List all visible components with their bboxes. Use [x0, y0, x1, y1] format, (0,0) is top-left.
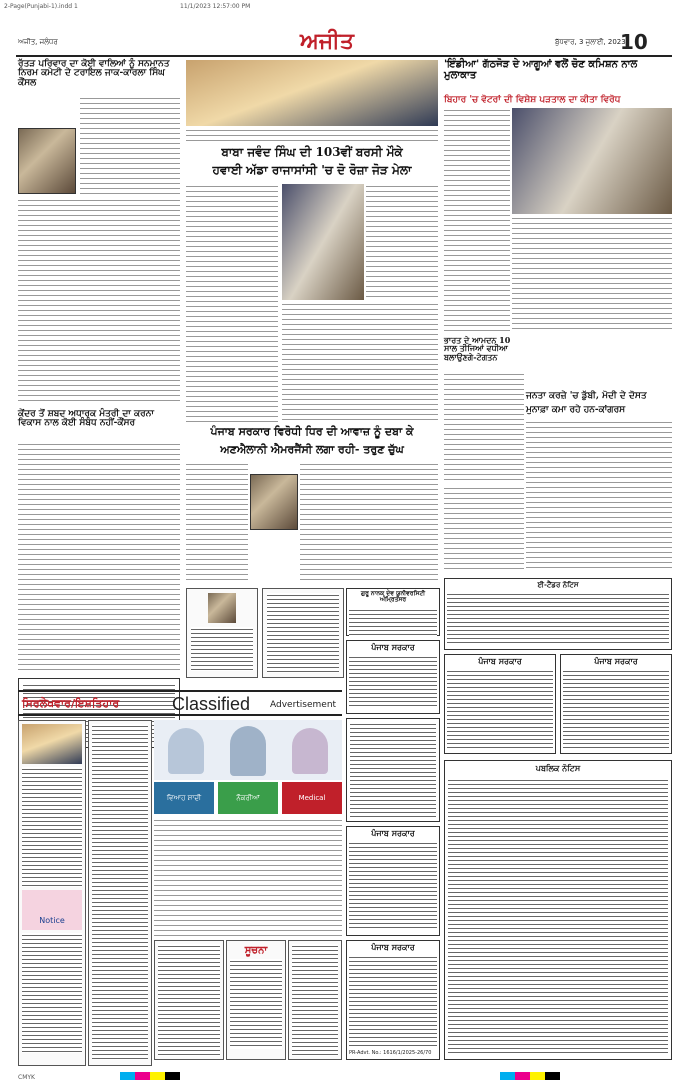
page-code: CMYK — [18, 1074, 35, 1081]
right-lower-body-2 — [444, 486, 524, 570]
notice-tile: Notice — [22, 890, 82, 930]
center-headline-2: ਹਵਾਈ ਅੱਡਾ ਰਾਜਾਸਾਂਸੀ 'ਚ ਦੋ ਰੋਜ਼ਾ ਜੋੜ ਮੇਲਾ — [212, 163, 412, 177]
public-notice-2: ਪਬਲਿਕ ਨੋਟਿਸ — [444, 760, 672, 1060]
classified-title-english: Classified — [172, 694, 251, 714]
ajit-subscribe-ad — [288, 940, 342, 1060]
tile-medical: Medical — [282, 782, 342, 814]
classified-small-ad — [154, 940, 224, 1060]
right-mid-body — [444, 372, 524, 482]
masthead: ਅਜੀਤ — [300, 28, 354, 54]
section-label: ਅਜੀਤ, ਜਲੰਧਰ — [18, 38, 58, 46]
chugh-body-2 — [300, 462, 438, 582]
color-bar-left — [120, 1072, 180, 1080]
right-subhead: ਬਿਹਾਰ 'ਚ ਵੋਟਰਾਂ ਦੀ ਵਿਸ਼ੇਸ਼ ਪੜਤਾਲ ਦਾ ਕੀਤਾ ਵਿਰੋਧ — [444, 95, 621, 105]
right-body-1 — [444, 108, 510, 332]
classified-col-2 — [88, 720, 152, 1066]
file-info: 2-Page(Punjabi-1).indd 1 — [4, 3, 78, 10]
classified-title-punjabi: ਸਿਰਲੇਖਵਾਰ/ਇਸ਼ਤਿਹਾਰ — [22, 697, 120, 710]
header-rule — [16, 55, 672, 57]
center-headline-3: ਪੰਜਾਬ ਸਰਕਾਰ ਵਿਰੋਧੀ ਧਿਰ ਦੀ ਆਵਾਜ਼ ਨੂੰ ਦਬਾ ਕੇ — [210, 425, 414, 438]
center-body-right — [366, 184, 438, 300]
classified-banner — [18, 690, 342, 716]
leaders-photo — [512, 108, 672, 214]
date: ਬੁੱਧਵਾਰ, 3 ਜੁਲਾਈ, 2023 — [555, 38, 626, 46]
punjab-sarkar-notice-3: ਪੰਜਾਬ ਸਰਕਾਰ PR-Advt. No.: 1616/1/2025-26/70 — [346, 940, 440, 1060]
center-headline-1: ਬਾਬਾ ਜਵੰਦ ਸਿੰਘ ਦੀ 103ਵੀਂ ਬਰਸੀ ਮੌਕੇ — [221, 145, 403, 159]
classified-col-1 — [18, 720, 86, 1066]
right-headline: 'ਇੰਡੀਆ' ਗੱਠਜੋੜ ਦੇ ਆਗੂਆਂ ਵਲੋਂ ਚੋਣ ਕਮਿਸ਼ਨ ਨਾਲ ਮੁਲਾਕਾਤ — [444, 59, 638, 81]
left-mid-body — [18, 442, 180, 674]
suchna-title: ਸੂਚਨਾ — [244, 945, 268, 956]
university-notice: ਗੁਰੂ ਨਾਨਕ ਦੇਵ ਯੂਨੀਵਰਸਿਟੀ ਅੰਮ੍ਰਿਤਸਰ — [346, 588, 440, 636]
left-top-body-2 — [18, 198, 180, 404]
left-top-headline: ਰੱਤੜ ਪਰਿਵਾਰ ਦਾ ਕੋਈ ਵਾਲਿਆਂ ਨੂੰ ਸਨਮਾਨਤ ਨਿਰਮ ਕਮੇਟੀ ਦੇ ਟਰਾਇਲ ਜਾਕ-ਕਾਰਲਾ ਸਿੰਘ ਕੌਂਸਲ — [18, 59, 170, 88]
obituary-ad — [186, 588, 258, 678]
tile-jobs: ਨੌਕਰੀਆਂ — [218, 782, 278, 814]
tile-matrimonial: ਵਿਆਹ ਸ਼ਾਦੀ — [154, 782, 214, 814]
left-mid-headline: ਕੇਂਦਰ ਤੋਂ ਸ਼ਬਦ ਅਧਾਰਕ ਮੰਤਰੀ ਦਾ ਕਰਨਾ ਵਿਕਾਸ ਨਾਲ ਕੋਈ ਸੰਬੰਧ ਨਹੀਂ-ਕੌਂਸਰ — [18, 409, 154, 429]
suchna-box — [226, 940, 286, 1060]
punjab-sarkar-notice-1: ਪੰਜਾਬ ਸਰਕਾਰ — [346, 640, 440, 714]
punjab-sarkar-notice-2: ਪੰਜਾਬ ਸਰਕਾਰ — [346, 826, 440, 936]
small-ad-2 — [262, 588, 344, 678]
page-number: 10 — [620, 30, 648, 54]
photo-caption — [186, 128, 438, 142]
event-photo — [282, 184, 364, 300]
saints-photo — [186, 60, 438, 126]
classified-illustration — [154, 720, 342, 780]
center-body-left — [186, 184, 278, 424]
reporter-photo — [18, 128, 76, 194]
pr-ad-number: PR-Advt. No.: 1616/1/2025-26/70 — [349, 1050, 432, 1057]
right-lower-body — [526, 420, 672, 570]
punjab-sarkar-notice-4: ਪੰਜਾਬ ਸਰਕਾਰ — [444, 654, 556, 754]
color-bar-right — [500, 1072, 560, 1080]
right-lower-headline-1: ਜਨਤਾ ਕਰਜ਼ੇ 'ਚ ਡੁੱਬੀ, ਮੋਦੀ ਦੇ ਦੋਸਤ — [526, 391, 647, 401]
center-headline-4: ਅਣਐਲਾਨੀ ਐਮਰਜੈਂਸੀ ਲਗਾ ਰਹੀ- ਤਰੁਣ ਚੁੱਘ — [220, 443, 404, 456]
chugh-photo — [250, 474, 298, 530]
public-notice-1 — [346, 718, 440, 822]
right-mid-headline: ਭਾਰਤ ਦੇ ਆਮਦਨ 10 ਸਾਲ ਤੀਜਿਆਂ ਵਧੀਆ ਬਲਾਉਣਗੇ-ਟੇਗਤਨ — [444, 335, 511, 362]
tender-notice: ਈ-ਟੈਂਡਰ ਨੋਟਿਸ — [444, 578, 672, 650]
punjab-sarkar-notice-5: ਪੰਜਾਬ ਸਰਕਾਰ — [560, 654, 672, 754]
classified-subtitle: Advertisement — [270, 700, 337, 710]
classified-listings — [154, 818, 342, 938]
right-lower-headline-2: ਮੁਨਾਫ਼ਾ ਕਮਾ ਰਹੇ ਹਨ-ਕਾਂਗਰਸ — [526, 405, 626, 415]
center-body-lower — [282, 302, 438, 424]
chugh-body-1 — [186, 462, 248, 582]
right-body-2 — [512, 216, 672, 332]
file-date: 11/1/2023 12:57:00 PM — [180, 3, 251, 10]
